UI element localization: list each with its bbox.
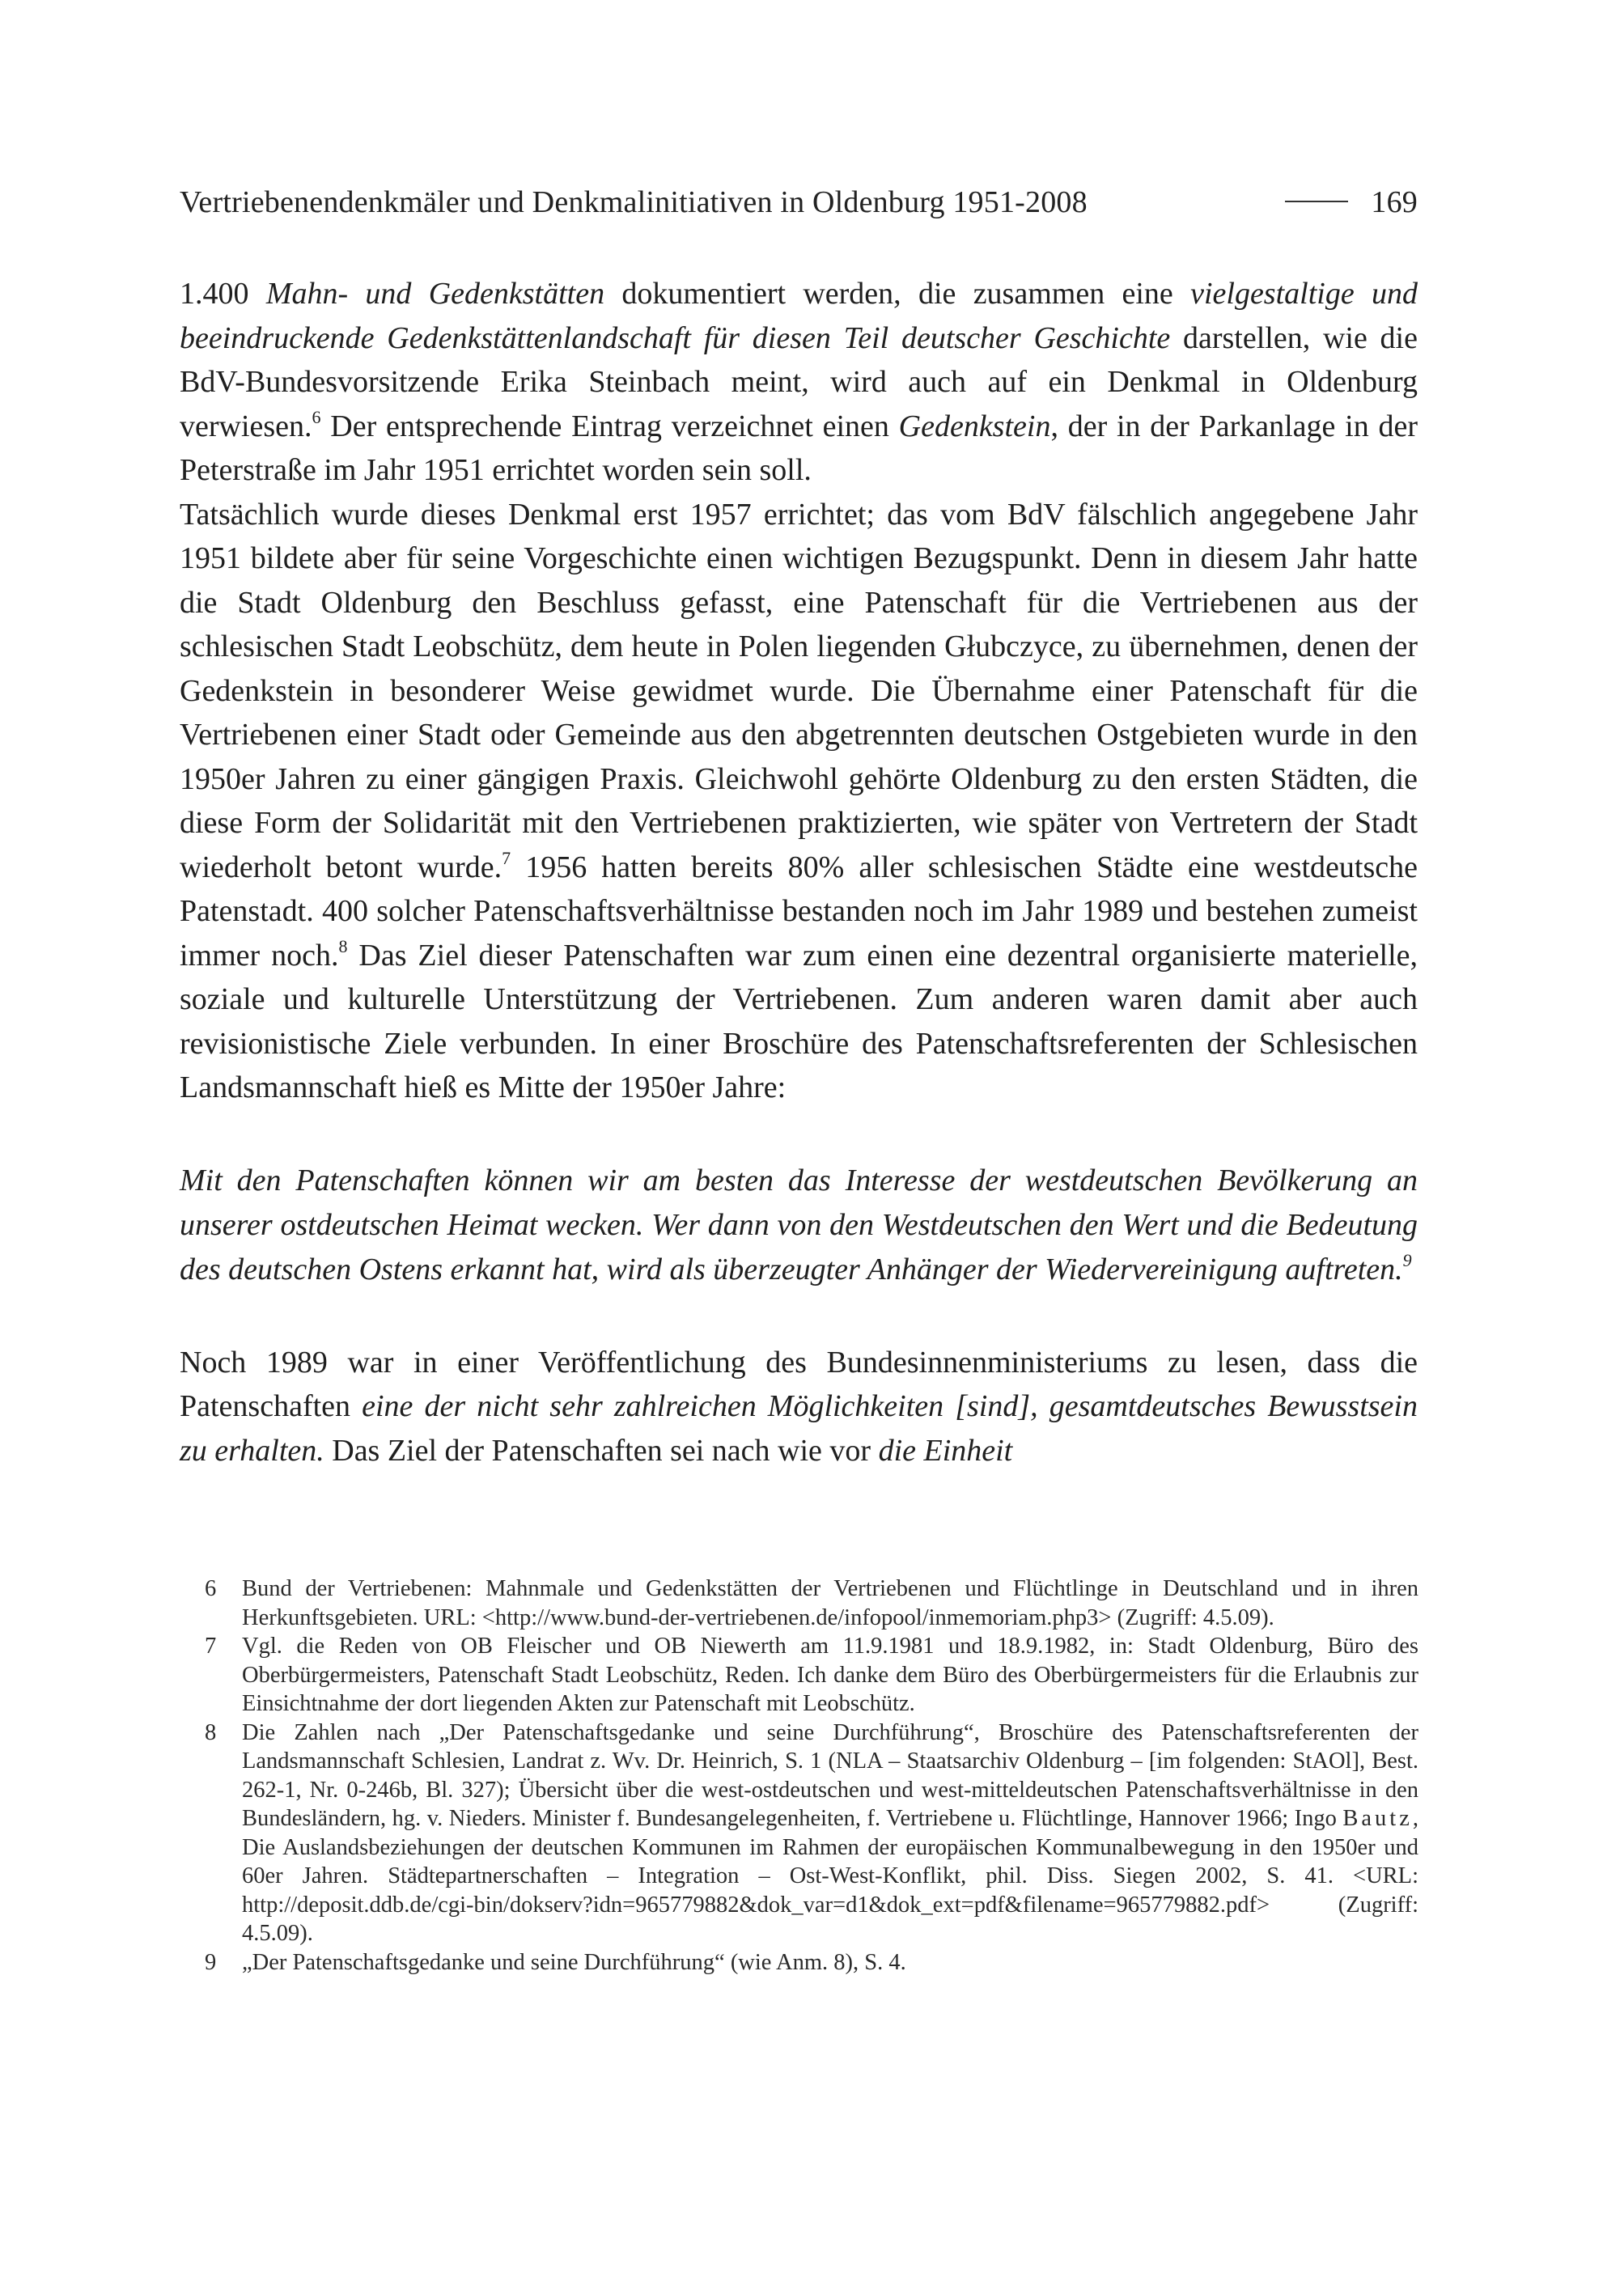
footnote-9 <box>205 1948 1418 1977</box>
text-run: Die Zahlen nach „Der Patenschaftsgedanke und seine Durchführung“, Broschüre des Patenschaftsreferenten der Landsmannschaft Schlesien, Landrat z. Wv. Dr. Heinrich, S. 1 (NLA – Staatsarchiv Oldenburg – [im folgenden: StAOl], Best. 262-1, Nr. 0-246b, Bl. 327); Übersicht über die west-ostdeutschen und west-mitteldeutschen Patenschaftsverhältnisse in den Bundesländern, hg. v. Nieders. Minister f. Bundesangelegenheiten, f. Vertriebene u. Flüchtlinge, Hannover 1966; Ingo <box>242 1719 1418 1831</box>
footnote-number: 9 <box>205 1949 217 1975</box>
footnote-ref-8[interactable]: 8 <box>338 935 348 956</box>
footnote-ref-9[interactable]: 9 <box>1402 1249 1412 1270</box>
running-head <box>180 184 1418 220</box>
page-number: 169 <box>1371 185 1418 219</box>
running-head-right <box>1285 184 1418 220</box>
footnote-8 <box>205 1719 1418 1948</box>
italic-run: die Einheit <box>878 1433 1013 1468</box>
footnote-number: 6 <box>205 1576 217 1601</box>
running-head-title: Vertriebenendenkmäler und Denkmalinitiativen in Oldenburg 1951-2008 <box>180 185 1088 219</box>
footnote-ref-6[interactable]: 6 <box>312 406 321 427</box>
block-quote <box>180 1159 1418 1292</box>
text-run: 1956 hatten bereits 80% aller schlesischen Städte eine westdeutsche Patenstadt. 400 solcher Patenschaftsverhältnisse bestanden noch im Jahr 1989 und bestehen zumeist immer noch. <box>180 850 1418 973</box>
footnote-text: Vgl. die Reden von OB Fleischer und OB Niewerth am 11.9.1981 und 18.9.1982, in: Stadt Oldenburg, Büro des Oberbürgermeisters, Patenschaft Stadt Leobschütz, Reden. Ich danke dem Büro des Oberbürgermeisters für die Erlaubnis zur Einsichtnahme der dort liegenden Akten zur Patenschaft mit Leobschütz. <box>242 1634 1418 1716</box>
paragraph-2 <box>180 493 1418 1110</box>
italic-run: Gedenkstein <box>898 409 1051 443</box>
paragraph-3 <box>180 1341 1418 1473</box>
footnote-number: 7 <box>205 1634 217 1659</box>
italic-run: Mahn- und Gedenkstätten <box>265 277 605 311</box>
footnote-number: 8 <box>205 1719 217 1745</box>
text-run: Das Ziel der Patenschaften sei nach wie vor <box>324 1433 879 1468</box>
paragraph-1 <box>180 272 1418 493</box>
footnote-ref-7[interactable]: 7 <box>502 847 511 868</box>
footnotes <box>205 1575 1418 1977</box>
header-dash-rule <box>1285 201 1348 202</box>
footnote-7 <box>205 1632 1418 1719</box>
text-run: Tatsächlich wurde dieses Denkmal erst 1957 errichtet; das vom BdV fälschlich angegebene Jahr 1951 bildete aber für seine Vorgeschichte einen wichtigen Bezugspunkt. Denn in diesem Jahr hatte die Stadt Oldenburg den Beschluss gefasst, eine Patenschaft für die Vertriebenen aus der schlesischen Stadt Leobschütz, dem heute in Polen liegenden Głubczyce, zu übernehmen, denen der Gedenkstein in besonderer Weise gewidmet wurde. Die Übernahme einer Patenschaft für die Vertriebenen einer Stadt oder Gemeinde aus den abgetrennten deutschen Ostgebieten wurde in den 1950er Jahren zu einer gängigen Praxis. Gleichwohl gehörte Oldenburg zu den ersten Städten, die diese Form der Solidarität mit den Vertriebenen praktizierten, wie später von Vertretern der Stadt wiederholt betont wurde. <box>180 497 1418 884</box>
footnote-text <box>242 1719 1418 1948</box>
text-run: Der entsprechende Eintrag verzeichnet einen <box>320 409 899 443</box>
quote-text: Mit den Patenschaften können wir am besten das Interesse der westdeutschen Bevölkerung an unserer ostdeutschen Heimat wecken. Wer dann von den Westdeutschen den Wert und die Bedeutung des deutschen Ostens erkannt hat, wird als überzeugter Anhänger der Wiedervereinigung auftreten. <box>180 1163 1418 1286</box>
footnote-6 <box>205 1575 1418 1632</box>
text-run: , der in der Parkanlage in der Peterstraße im Jahr 1951 errichtet worden sein soll. <box>180 409 1418 487</box>
text-run: Noch 1989 war in einer Veröffentlichung des Bundesinnenministeriums zu lesen, dass die Patenschaften <box>180 1345 1418 1423</box>
text-run: 1.400 <box>180 277 266 311</box>
text-run: darstellen, wie die BdV-Bundesvorsitzende Erika Steinbach meint, wird auch auf ein Denkmal in Oldenburg verwiesen. <box>180 320 1418 443</box>
text-run: dokumentiert werden, die zusammen eine <box>604 277 1191 311</box>
author-name: Bautz <box>1342 1806 1413 1831</box>
text-run: Das Ziel dieser Patenschaften war zum einen eine dezentral organisierte materielle, soziale und kulturelle Unterstützung der Vertriebenen. Zum anderen waren damit aber auch revisionistische Ziele verbunden. In einer Broschüre des Patenschaftsreferenten der Schlesischen Landsmannschaft hieß es Mitte der 1950er Jahre: <box>180 938 1418 1104</box>
footnote-text: „Der Patenschaftsgedanke und seine Durchführung“ (wie Anm. 8), S. 4. <box>242 1949 906 1975</box>
italic-run: eine der nicht sehr zahlreichen Möglichkeiten [sind], gesamtdeutsches Bewusstsein zu erhalten. <box>180 1389 1418 1468</box>
text-run: , Die Auslandsbeziehungen der deutschen Kommunen im Rahmen der europäischen Kommunalbewegung in den 1950er und 60er Jahren. Städtepartnerschaften – Integration – Ost-West-Konflikt, phil. Diss. Siegen 2002, S. 41. <URL: http://deposit.ddb.de/cgi-bin/dokserv?idn=965779882&dok_var=d1&dok_ext=pdf&filename=965779882.pdf> (Zugriff: 4.5.09). <box>242 1806 1418 1946</box>
italic-run: vielgestaltige und beeindruckende Gedenkstättenlandschaft für diesen Teil deutscher Geschichte <box>180 277 1418 355</box>
footnote-text: Bund der Vertriebenen: Mahnmale und Gedenkstätten der Vertriebenen und Flüchtlinge in Deutschland und in ihren Herkunftsgebieten. URL: <http://www.bund-der-vertriebenen.de/infopool/inmemoriam.php3> (Zugriff: 4.5.09). <box>242 1576 1418 1630</box>
main-text <box>180 272 1418 1473</box>
